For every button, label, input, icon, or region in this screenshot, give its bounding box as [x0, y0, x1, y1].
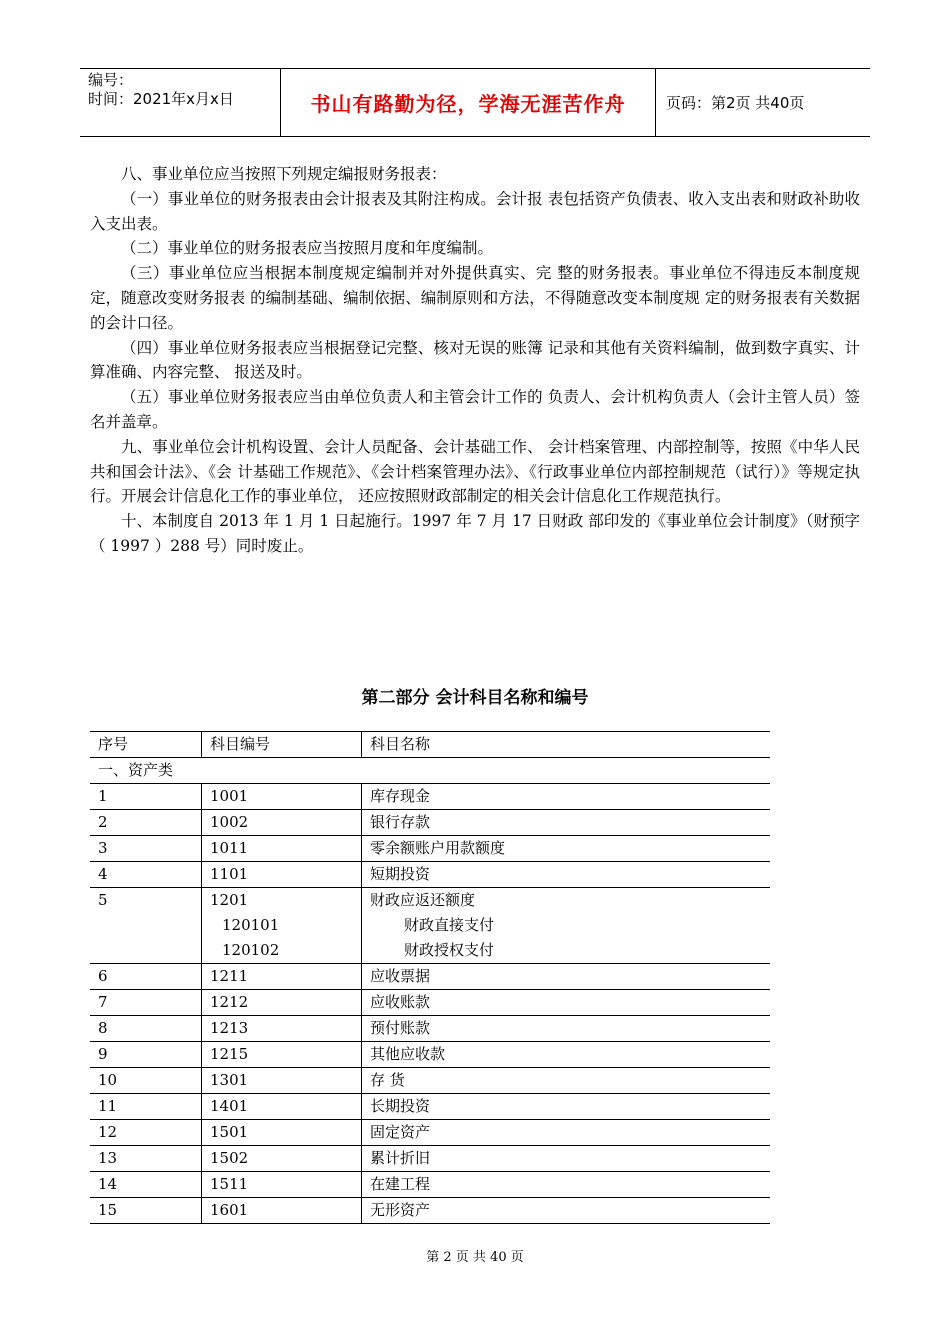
account-code-cell [202, 990, 362, 1016]
account-code: 1501 [210, 1123, 249, 1141]
account-name-cell [362, 1094, 771, 1120]
account-name-cell [362, 1120, 771, 1146]
account-code-cell [202, 836, 362, 862]
account-code: 1211 [210, 967, 249, 985]
sub-account-name: 财政授权支付 [404, 941, 495, 959]
account-code-cell [202, 964, 362, 990]
header-meta [80, 69, 280, 136]
header-cell-code: 科目编号 [202, 732, 362, 758]
account-code-cell [202, 888, 362, 964]
account-name: 固定资产 [370, 1123, 431, 1141]
account-name: 短期投资 [370, 865, 431, 883]
paragraph: （一）事业单位的财务报表由会计报表及其附注构成。会计报 表包括资产负债表、收入支出表和财政补助收入支出表。 [90, 189, 860, 233]
account-name-cell [362, 1042, 771, 1068]
account-name-cell [362, 1198, 771, 1224]
table-header-row [90, 732, 770, 758]
table-row [90, 1146, 770, 1172]
table-row [90, 888, 770, 964]
page-header [80, 68, 870, 137]
account-code-cell [202, 1172, 362, 1198]
account-name: 长期投资 [370, 1097, 431, 1115]
account-name: 累计折旧 [370, 1149, 431, 1167]
row-number-cell: 8 [90, 1016, 202, 1042]
table-row [90, 1198, 770, 1224]
account-code-cell [202, 1120, 362, 1146]
row-number-cell: 11 [90, 1094, 202, 1120]
account-code-cell [202, 862, 362, 888]
account-name-cell [362, 784, 771, 810]
row-number-cell: 4 [90, 862, 202, 888]
account-code-cell [202, 1198, 362, 1224]
category-cell: 一、资产类 [90, 758, 770, 784]
table-row [90, 990, 770, 1016]
account-name: 预付账款 [370, 1019, 431, 1037]
paragraph: （二）事业单位的财务报表应当按照月度和年度编制。 [121, 239, 494, 258]
page-footer: 第 2 页 共 40 页 [426, 1250, 524, 1265]
account-code-cell [202, 1094, 362, 1120]
row-number-cell: 10 [90, 1068, 202, 1094]
account-code: 1002 [210, 813, 249, 831]
document-number-label: 编号： [88, 71, 134, 89]
account-code-cell [202, 1068, 362, 1094]
account-name: 财政应返还额度 [370, 891, 476, 909]
account-code: 1213 [210, 1019, 249, 1037]
account-name: 零余额账户用款额度 [370, 839, 506, 857]
row-number-cell: 5 [90, 888, 202, 964]
account-name-cell [362, 1068, 771, 1094]
table-row [90, 1094, 770, 1120]
table-row [90, 836, 770, 862]
account-code: 1511 [210, 1175, 249, 1193]
paragraph: （五）事业单位财务报表应当由单位负责人和主管会计工作的 负责人、会计机构负责人（会计主管人员）签名并盖章。 [90, 388, 860, 431]
account-name-cell [362, 888, 771, 964]
account-code-cell [202, 1042, 362, 1068]
header-cell-name: 科目名称 [362, 732, 771, 758]
account-name: 无形资产 [370, 1201, 431, 1219]
account-name-cell [362, 964, 771, 990]
account-code: 1301 [210, 1071, 249, 1089]
table-row [90, 964, 770, 990]
account-name-cell [362, 990, 771, 1016]
row-number-cell: 14 [90, 1172, 202, 1198]
paragraph: （三）事业单位应当根据本制度规定编制并对外提供真实、完 整的财务报表。事业单位不得违反本制度规定，随意改变财务报表 的编制基础、编制依据、编制原则和方法，不得随意改变本制度规 定的财务报表有关数据的会计口径。 [90, 264, 860, 332]
table-row [90, 1172, 770, 1198]
account-name: 应收账款 [370, 993, 431, 1011]
account-name: 其他应收款 [370, 1045, 446, 1063]
account-code-cell [202, 784, 362, 810]
row-number-cell: 13 [90, 1146, 202, 1172]
account-name-cell [362, 810, 771, 836]
row-number-cell: 9 [90, 1042, 202, 1068]
paragraph: 十、本制度自 2013 年 1 月 1 日起施行。1997 年 7 月 17 日财政 部印发的《事业单位会计制度》（财预字（ 1997 ）288 号）同时废止。 [90, 512, 860, 555]
body-text [90, 162, 860, 559]
table-row [90, 1120, 770, 1146]
paragraph: 九、事业单位会计机构设置、会计人员配备、会计基础工作、 会计档案管理、内部控制等，按照《中华人民共和国会计法》、《会 计基础工作规范》、《会计档案管理办法》、《行政事业单位内部控制规范（试行）》等规定执行。开展会计信息化工作的事业单位， 还应按照财政部制定的相关会计信息化工作规范执行。 [90, 437, 860, 506]
table-row [90, 784, 770, 810]
row-number-cell: 6 [90, 964, 202, 990]
row-number-cell: 2 [90, 810, 202, 836]
account-code: 1212 [210, 993, 249, 1011]
header-motto: 书山有路勤为径，学海无涯苦作舟 [280, 69, 656, 136]
header-cell-no: 序号 [90, 732, 202, 758]
table-row [90, 1042, 770, 1068]
document-time-label: 时间：2021年x月x日 [88, 90, 234, 108]
header-page-label: 页码：第2页 共40页 [666, 94, 805, 112]
row-number-cell: 12 [90, 1120, 202, 1146]
sub-account-code: 120101 [222, 916, 280, 934]
row-number-cell: 1 [90, 784, 202, 810]
account-name-cell [362, 1146, 771, 1172]
account-name-cell [362, 862, 771, 888]
account-code-cell [202, 1016, 362, 1042]
account-code: 1401 [210, 1097, 249, 1115]
sub-account-name: 财政直接支付 [404, 916, 495, 934]
account-code-cell [202, 1146, 362, 1172]
account-code: 1502 [210, 1149, 249, 1167]
account-name-cell [362, 836, 771, 862]
paragraph: （四）事业单位财务报表应当根据登记完整、核对无误的账簿 记录和其他有关资料编制，做到数字真实、计算准确、内容完整、 报送及时。 [90, 338, 860, 382]
table-row [90, 862, 770, 888]
table-row [90, 1068, 770, 1094]
row-number-cell: 7 [90, 990, 202, 1016]
account-code: 1215 [210, 1045, 249, 1063]
account-name: 应收票据 [370, 967, 431, 985]
table-category-row [90, 758, 770, 784]
account-code: 1201 [210, 891, 249, 909]
row-number-cell: 3 [90, 836, 202, 862]
account-code: 1601 [210, 1201, 249, 1219]
account-code-cell [202, 810, 362, 836]
accounts-table [90, 731, 770, 1224]
table-row [90, 1016, 770, 1042]
account-name: 在建工程 [370, 1175, 431, 1193]
table-row [90, 810, 770, 836]
row-number-cell: 15 [90, 1198, 202, 1224]
account-name: 库存现金 [370, 787, 431, 805]
paragraph: 八、事业单位应当按照下列规定编报财务报表： [121, 165, 447, 183]
account-name: 银行存款 [370, 813, 431, 831]
section-title: 第二部分 会计科目名称和编号 [361, 688, 589, 708]
account-code: 1011 [210, 839, 249, 857]
account-name-cell [362, 1016, 771, 1042]
account-code: 1001 [210, 787, 249, 805]
account-name: 存 货 [370, 1071, 405, 1089]
account-name-cell [362, 1172, 771, 1198]
account-code: 1101 [210, 865, 249, 883]
sub-account-code: 120102 [222, 941, 280, 959]
